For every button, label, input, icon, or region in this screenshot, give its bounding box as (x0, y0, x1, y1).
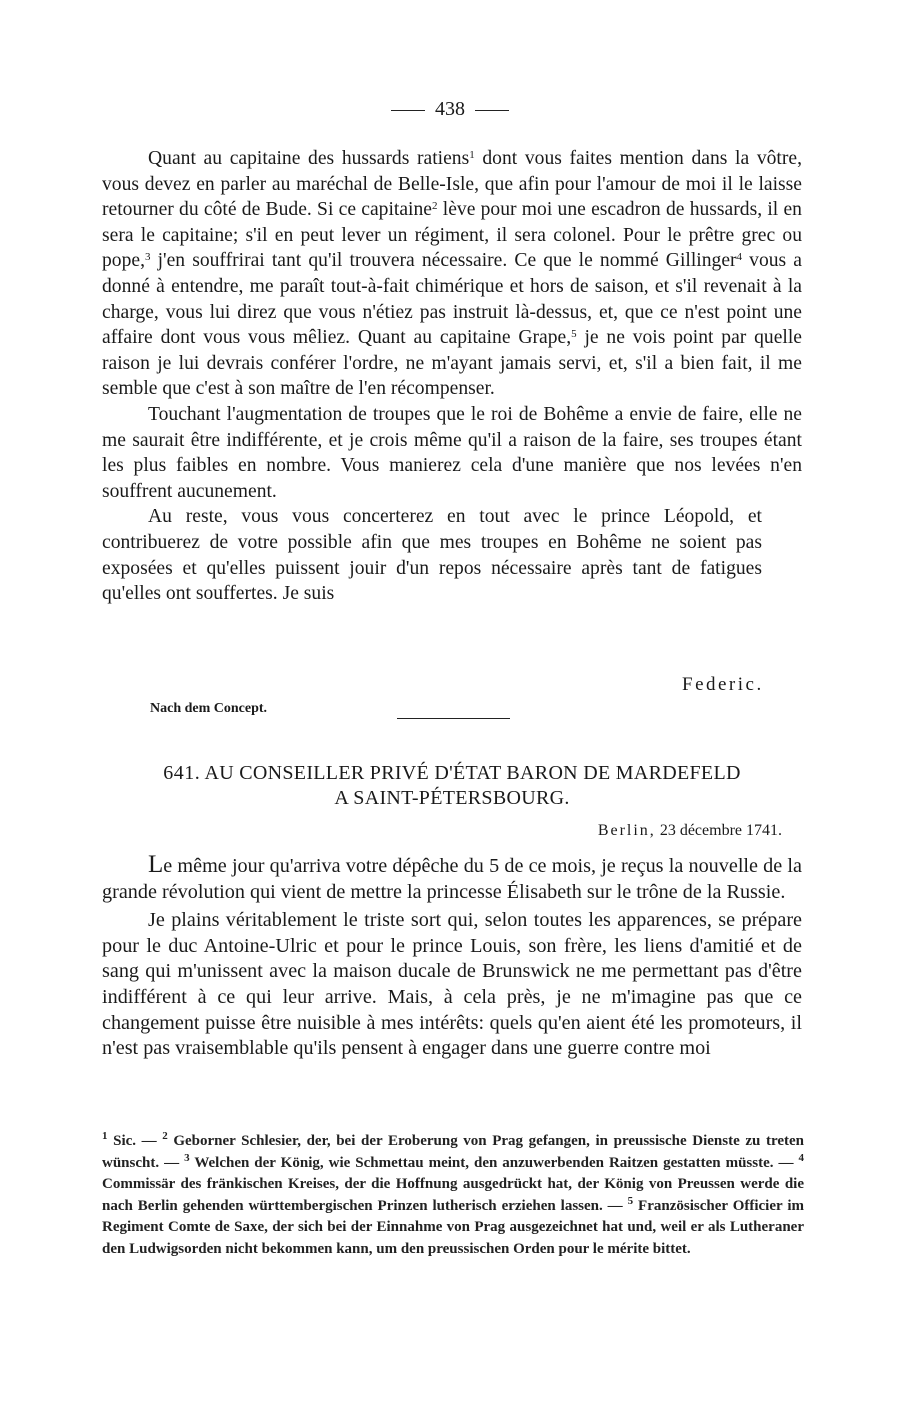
footnote-marker: 3 (145, 251, 151, 264)
letter-641-paragraph-1 (102, 852, 802, 905)
paragraph-text: Touchant l'augmentation de troupes que le roi de Bohême a envie de faire, elle ne me saurait être indifférente, et je crois même qu'il a raison de la faire, ses troupes étant les plus faibles en nombre. Vous manierez cela d'une manière que nos levées n'en souffrent aucunement. (102, 403, 802, 502)
page-number-value: 438 (435, 98, 465, 120)
letter-640-body (102, 146, 802, 607)
page-number-dash-left (391, 110, 425, 111)
footnote-number: 2 (162, 1130, 168, 1142)
letter-641-body (102, 852, 802, 1062)
dateline-city: Berlin, (597, 822, 656, 839)
letter-641-paragraph-2: Je plains véritablement le triste sort qui, selon toutes les apparences, se prépare pour le duc Antoine-Ulric et pour le prince Louis, son frère, les liens d'amitié et de sang qui m'unissent avec la maison ducale de Brunswick ne me permettant pas d'être indifférent à ce qui leur arrive. Mais, à cela près, je ne m'imagine pas que ce changement puisse être nuisible à mes intérêts: quels qu'en aient été les promoteurs, il n'est pas vraisemblable qu'ils pensent à engager dans une guerre contre moi (102, 909, 802, 1060)
footnotes (102, 1131, 804, 1260)
footnote-marker: 5 (571, 328, 577, 341)
dateline-date: 23 décembre 1741. (659, 822, 782, 839)
footnote-marker: 4 (736, 251, 743, 264)
paragraph-text: Quant au capitaine des hussards ratiens (148, 148, 470, 169)
paragraph-text: vous a donné à entendre, me paraît tout-à-fait chimérique et hors de saison, et s'il revenait à la charge, vous lui direz que vous n'étiez pas instruit là-dessus, et, que ce n'est point une affaire dont vous vous mêliez. Quant au capitaine Grape, (102, 250, 802, 349)
footnote-text: Geborner Schlesier, der, bei der Eroberung von Prag gefangen, in preussische Dienste zu treten wünscht. — (102, 1133, 804, 1171)
source-note: Nach dem Concept. (150, 701, 268, 716)
page-number-dash-right (475, 110, 509, 111)
letter-641-heading (102, 761, 802, 811)
footnote-text: Französischer Officier im Regiment Comte de Saxe, der sich bei der Einnahme von Prag ausgezeichnet hat und, weil er als Lutheraner den Ludwigsorden nicht bekommen kann, um den preussischen Orden pour le mérite bittet. (102, 1197, 804, 1257)
heading-line-1 (102, 761, 802, 786)
footnote-marker: 1 (469, 149, 475, 161)
paragraph-text: j'en souffrirai tant qu'il trouvera nécessaire. Ce que le nommé Gillinger (150, 250, 737, 272)
letter-641-paragraph-1-text: e même jour qu'arriva votre dépêche du 5 de ce mois, je reçus la nouvelle de la grande révolution qui vient de mettre la princesse Élisabeth sur le trône de la Russie. (102, 855, 802, 903)
paragraph-text: Au reste, vous vous concerterez en tout avec le prince Léopold, et contribuerez de votre possible afin que mes troupes en Bohême ne soient pas exposées et qu'elles puissent jouir d'un repos nécessaire après tant de fatigues qu'elles ont souffertes. Je suis (102, 506, 762, 605)
paragraph-text: lève pour moi une escadron de hussards, il en sera le capitaine; s'il en peut lever un régiment, il sera colonel. Pour le prêtre grec ou pope, (102, 199, 802, 272)
heading-line-2: A SAINT-PÉTERSBOURG. (334, 787, 570, 809)
letter-number: 641. (163, 762, 201, 784)
section-divider (397, 718, 510, 719)
initial-letter: L (148, 851, 164, 878)
heading-recipient: AU CONSEILLER PRIVÉ D'ÉTAT BARON DE MARDEFELD (204, 762, 741, 784)
letter-640-paragraph (102, 402, 802, 504)
letter-640-paragraph (102, 504, 802, 606)
dateline (598, 822, 782, 840)
footnote-number: 4 (798, 1151, 804, 1164)
signature: Federic. (682, 674, 764, 695)
footnote-number: 1 (102, 1130, 108, 1142)
footnote-text: Welchen der König, wie Schmettau meint, den anzuwerbenden Raitzen gestatten müsste. — (189, 1154, 799, 1171)
footnote-marker: 2 (432, 200, 438, 213)
footnote-number: 5 (627, 1194, 634, 1207)
footnote-number: 3 (184, 1151, 190, 1164)
paragraph-text: je ne vois point par quelle raison je lui devrais conférer l'ordre, ne m'ayant jamais servi, et, s'il a bien fait, il me semble que c'est à son maître de l'en récompenser. (102, 327, 802, 400)
letter-640-paragraph (102, 146, 802, 402)
footnote-text: Commissär des fränkischen Kreises, der die Hoffnung ausgedrückt hat, der König von Preussen werde die nach Berlin gehenden württembergischen Prinzen lutherisch erziehen lassen. — (102, 1176, 804, 1214)
paragraph-text: dont vous faites mention dans la vôtre, vous devez en parler au maréchal de Belle-Isle, que afin pour l'amour de moi il le laisse retourner du côté de Bude. Si ce capitaine (102, 148, 802, 221)
page-number (0, 98, 900, 121)
footnote-text: Sic. — (107, 1133, 163, 1149)
